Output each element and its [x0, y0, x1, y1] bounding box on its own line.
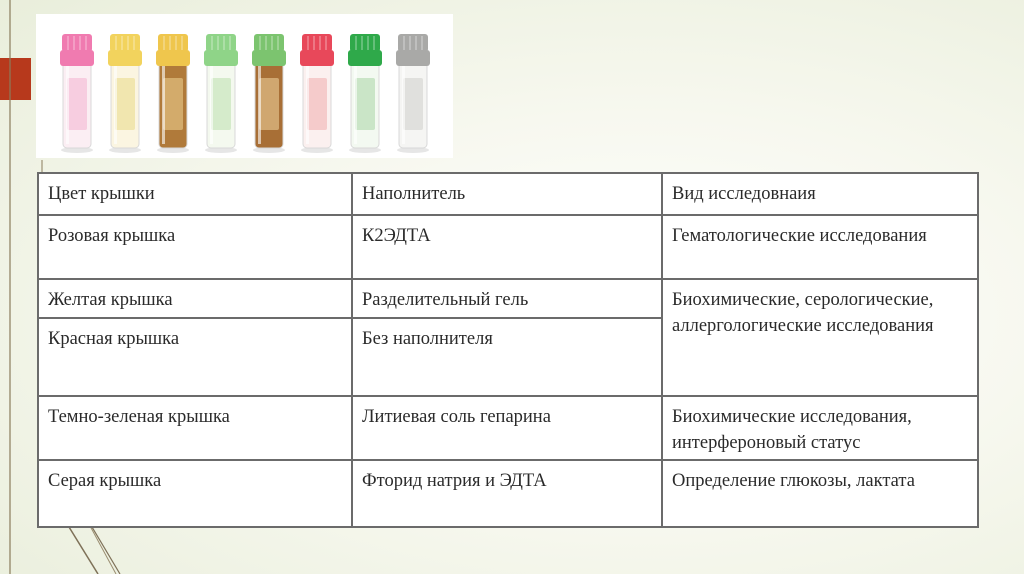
tubes-image	[36, 14, 453, 158]
tube-table	[37, 172, 979, 528]
header-study-type	[662, 173, 978, 215]
filler-text: Без наполнителя	[362, 328, 493, 349]
cap-text: Красная крышка	[48, 328, 180, 349]
study-text: Биохимические, серологические, аллергологические исследования	[672, 289, 934, 336]
cap-text: Розовая крышка	[48, 226, 176, 247]
tube-red	[300, 34, 334, 153]
cell-cap	[38, 396, 352, 459]
tube-yellow	[108, 34, 142, 153]
cell-filler	[352, 396, 662, 459]
cell-cap	[38, 279, 352, 318]
cell-cap	[38, 460, 352, 527]
study-text: Биохимические исследования, интерфероновый статус	[672, 407, 912, 454]
cell-cap	[38, 318, 352, 396]
cell-study	[662, 215, 978, 278]
cell-study	[662, 460, 978, 527]
filler-text: Фторид натрия и ЭДТА	[362, 470, 547, 491]
filler-text: Литиевая соль гепарина	[362, 407, 551, 428]
cell-study	[662, 396, 978, 459]
header-cap-color	[38, 173, 352, 215]
table-row	[38, 215, 978, 278]
cell-filler	[352, 460, 662, 527]
cell-filler	[352, 318, 662, 396]
study-text: Гематологические исследования	[672, 226, 927, 247]
header-filler-text: Наполнитель	[362, 184, 466, 204]
cap-text: Темно-зеленая крышка	[48, 407, 230, 428]
tube-yellow-gel	[156, 34, 190, 153]
filler-text: К2ЭДТА	[362, 226, 431, 247]
tube-green-gel	[252, 34, 286, 153]
cell-cap	[38, 215, 352, 278]
filler-text: Разделительный гель	[362, 289, 529, 310]
study-text: Определение глюкозы, лактата	[672, 470, 915, 491]
cell-study-merged	[662, 279, 978, 397]
tube-gray	[396, 34, 430, 153]
tubes-illustration	[36, 14, 453, 158]
table-row	[38, 460, 978, 527]
tube-light-green	[204, 34, 238, 153]
table-header-row	[38, 173, 978, 215]
cell-filler	[352, 215, 662, 278]
tube-table-container	[37, 172, 977, 528]
cap-text: Серая крышка	[48, 470, 162, 491]
header-cap-color-text: Цвет крышки	[48, 184, 155, 204]
tube-dark-green	[348, 34, 382, 153]
header-filler	[352, 173, 662, 215]
cap-text: Желтая крышка	[48, 289, 173, 310]
table-row	[38, 279, 978, 318]
header-study-type-text: Вид исследовнаия	[672, 184, 816, 204]
cell-filler	[352, 279, 662, 318]
table-row	[38, 396, 978, 459]
tube-pink	[60, 34, 94, 153]
